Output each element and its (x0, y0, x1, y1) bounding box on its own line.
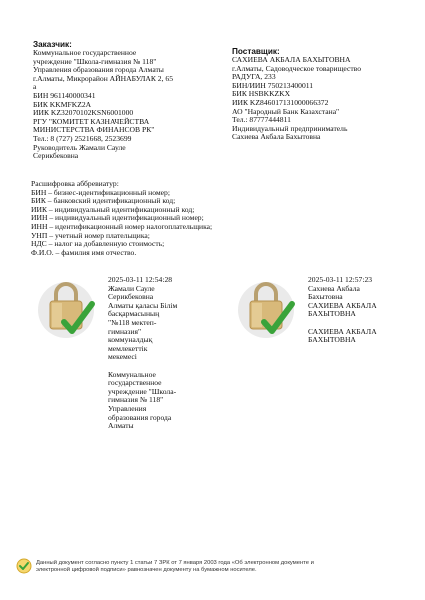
supplier-line: ИИК KZ846017131000066372 (232, 97, 329, 107)
customer-line: ИИК KZ32070102KSN6001000 (33, 108, 134, 118)
supplier-line: БИН/ИИН 750213400011 (232, 80, 314, 90)
supplier-title: Поставщик: (232, 47, 280, 56)
padlock-checkmark-icon (230, 276, 302, 340)
footer-line: электронной цифровой подписи» равнозначен документу на бумажном носителе. (36, 567, 257, 574)
abbreviation-item: БИК – банковский идентификационный код; (31, 196, 176, 206)
signature-line: Жамали Сауле (108, 283, 155, 293)
signature-line: мемлекеттік (108, 343, 148, 353)
signature-line: Управления (108, 403, 147, 413)
customer-line: а (33, 82, 37, 92)
signature-supplier-text (308, 276, 418, 345)
abbreviation-item: ИИН – индивидуальный идентификационный номер; (31, 213, 204, 223)
abbreviation-item: ИИК – индивидуальный идентификационный код; (31, 204, 195, 214)
abbreviation-item: БИН – бизнес-идентификационный номер; (31, 187, 170, 197)
abbreviation-item: Ф.И.О. – фамилия имя отчество. (31, 247, 137, 257)
customer-line: БИН 961140000341 (33, 90, 96, 100)
signature-line: БАХЫТОВНА (308, 309, 356, 319)
signature-line: государственное (108, 378, 162, 388)
signature-line: мекемесі (108, 352, 137, 362)
customer-line: БИК KKMFKZ2A (33, 99, 92, 109)
customer-line: МИНИСТЕРСТВА ФИНАНСОВ РК" (33, 125, 155, 135)
signature-line: коммуналдық (108, 335, 153, 345)
signature-line: басқармасының (108, 309, 160, 319)
supplier-line: АО "Народный Банк Казахстана" (232, 106, 340, 116)
signature-line: 2025-03-11 12:54:28 (108, 275, 173, 284)
customer-line: Руководитель Жамали Сауле (33, 142, 126, 152)
customer-block (33, 40, 213, 161)
customer-line: г.Алматы, Микрорайон АЙНАБУЛАК 2, 65 (33, 73, 173, 83)
padlock-checkmark-icon (30, 276, 102, 340)
customer-line: Управления образования города Алматы (33, 65, 164, 75)
signature-line: образования города (108, 412, 172, 422)
supplier-block (232, 47, 417, 142)
supplier-line: Тел.: 87777444811 (232, 115, 291, 125)
signature-line: Алматы қаласы Білім (108, 300, 178, 310)
signature-line: Сахиева Акбала (308, 283, 360, 293)
signature-line: Алматы (108, 421, 134, 431)
abbreviations-block (31, 180, 331, 257)
abbreviation-item: ИНН – идентификационный номер налогоплательщика; (31, 221, 213, 231)
signature-customer-text (108, 276, 218, 431)
signature-line: "№118 мектеп- (108, 317, 157, 327)
signature-line: Бахытовна (308, 292, 343, 302)
supplier-line: Индивидуальный предприниматель (232, 123, 348, 133)
customer-line: Тел.: 8 (727) 2521668, 2523699 (33, 133, 132, 143)
signature-line: Серикбековна (108, 292, 154, 302)
signature-line: 2025-03-11 12:57:23 (308, 275, 373, 284)
supplier-line: Сахиева Акбала Бахытовна (232, 132, 321, 142)
abbreviation-item: НДС – налог на добавленную стоимость; (31, 239, 165, 249)
signature-line: гимназия" (108, 326, 142, 336)
signature-line: САХИЕВА АКБАЛА (308, 326, 377, 336)
footer-line: Данный документ согласно пункту 1 статьи 7 ЗРК от 7 января 2003 года «Об электронном документе и (36, 560, 314, 566)
supplier-line: САХИЕВА АКБАЛА БАХЫТОВНА (232, 55, 351, 64)
customer-line: Серикбековна (33, 151, 79, 161)
signature-line: гимназия № 118" (108, 395, 164, 405)
customer-title: Заказчик: (33, 40, 72, 49)
footer-note (36, 560, 406, 575)
abbreviation-item: УНП – учетный номер плательщика; (31, 230, 150, 240)
seal-icon (16, 558, 32, 574)
customer-line: учреждение "Школа-гимназия № 118" (33, 56, 157, 66)
abbreviations-title: Расшифровка аббревиатур: (31, 179, 119, 188)
signature-line: БАХЫТОВНА (308, 335, 356, 345)
signature-line: учреждение "Школа- (108, 386, 177, 396)
supplier-line: г.Алматы, Садоводческое товарищество (232, 63, 362, 73)
customer-line: РГУ "КОМИТЕТ КАЗНАЧЕЙСТВА (33, 116, 150, 126)
customer-line: Коммунальное государственное (33, 48, 137, 57)
supplier-line: РАДУГА, 233 (232, 72, 276, 82)
signature-line: САХИЕВА АКБАЛА (308, 300, 377, 310)
supplier-line: БИК HSBKKZKX (232, 89, 291, 99)
signature-line: Коммунальное (108, 369, 156, 379)
